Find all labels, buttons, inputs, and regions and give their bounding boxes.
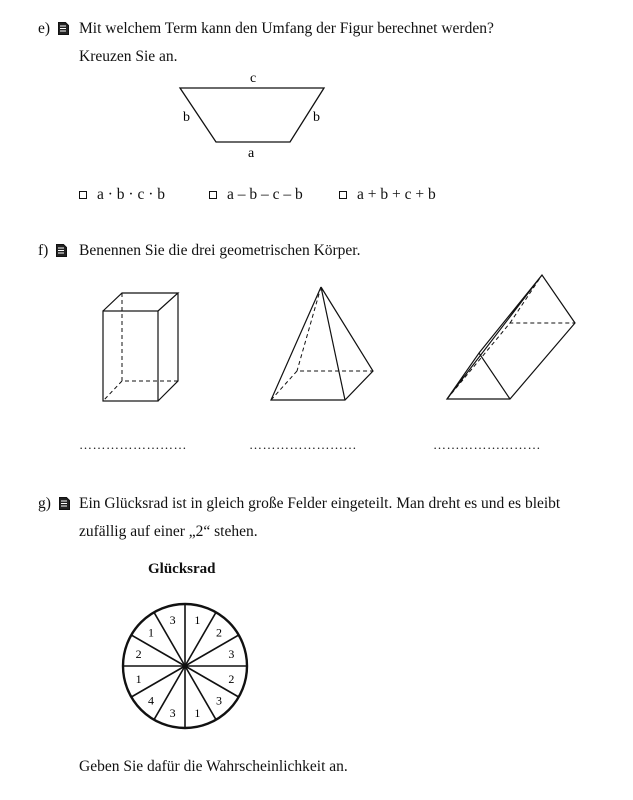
label-b-left: b	[183, 110, 190, 125]
option-3-label: a + b + c + b	[357, 186, 436, 203]
checkbox-3[interactable]	[339, 191, 347, 199]
question-g-final: Geben Sie dafür die Wahrscheinlichkeit an.	[79, 758, 348, 775]
wheel-sector-label: 1	[194, 613, 201, 628]
document-icon	[58, 22, 69, 35]
option-2-label: a – b – c – b	[227, 186, 303, 203]
question-g-label: g)	[38, 495, 70, 513]
label-a: a	[248, 146, 255, 160]
wheel-sector-label: 4	[148, 693, 155, 708]
trapezoid-figure	[170, 68, 340, 160]
document-icon	[59, 497, 70, 510]
prism-figure	[443, 273, 583, 405]
answer-line-1[interactable]: ……………………	[79, 437, 187, 452]
wheel-sector-label: 3	[169, 613, 176, 628]
wheel-sector-label: 3	[228, 647, 235, 662]
trapezoid-shape	[180, 88, 324, 142]
checkbox-2[interactable]	[209, 191, 217, 199]
wheel-sector-label: 3	[169, 705, 176, 720]
question-f-label: f)	[38, 242, 67, 260]
wheel-sector-label: 3	[215, 693, 222, 708]
question-e-text: Mit welchem Term kann den Umfang der Figur berechnet werden?	[79, 20, 494, 37]
label-b-right: b	[313, 110, 320, 125]
wheel-sector-label: 2	[228, 671, 235, 686]
wheel-sector-label: 1	[135, 671, 142, 686]
option-2[interactable]	[209, 186, 303, 204]
question-e-label: e)	[38, 20, 69, 38]
wheel-title: Glücksrad	[148, 561, 216, 577]
answer-line-3[interactable]: ……………………	[433, 437, 541, 452]
wheel-sector-label: 1	[194, 705, 201, 720]
question-f-text: Benennen Sie die drei geometrischen Körper.	[79, 242, 361, 259]
pyramid-figure	[265, 283, 380, 408]
option-1[interactable]	[79, 186, 165, 204]
option-1-label: a · b · c · b	[97, 186, 165, 203]
option-3[interactable]	[339, 186, 436, 204]
question-e-instruction: Kreuzen Sie an.	[79, 48, 178, 65]
wheel-sector-label: 2	[135, 647, 142, 662]
label-c: c	[250, 71, 257, 86]
wheel-sector-label: 2	[215, 625, 222, 640]
answer-line-2[interactable]: ……………………	[249, 437, 357, 452]
question-g-line2: zufällig auf einer „2“ stehen.	[79, 523, 258, 540]
wheel-sector-label: 1	[148, 625, 155, 640]
cuboid-figure	[95, 285, 195, 410]
question-g-line1: Ein Glücksrad ist in gleich große Felder eingeteilt. Man dreht es und es bleibt	[79, 495, 561, 512]
lucky-wheel	[120, 601, 250, 731]
document-icon	[56, 244, 67, 257]
checkbox-1[interactable]	[79, 191, 87, 199]
